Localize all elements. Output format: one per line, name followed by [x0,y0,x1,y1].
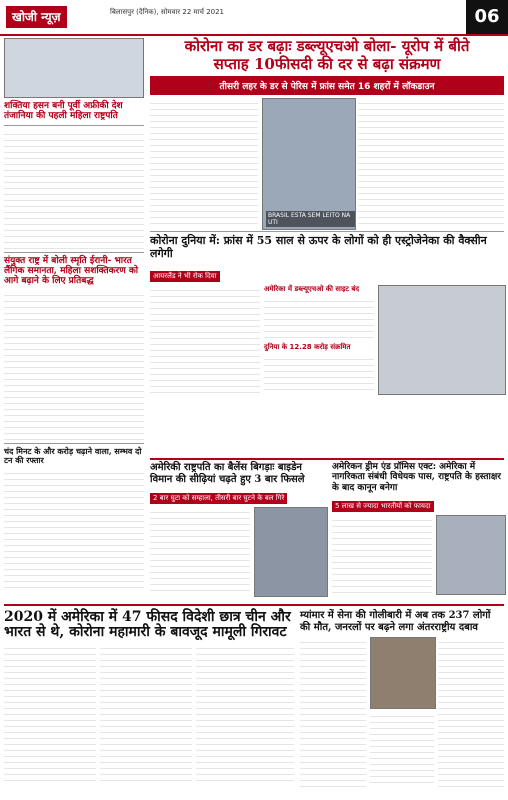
mid-body-b1 [264,296,374,340]
left-body-1 [4,129,144,249]
page-number: 06 [466,0,508,34]
left-head-2: संयुक्त राष्ट्र में बोली स्मृति ईरानी- भारत लैंगिक समानता, महिला सशक्तिकरण को आगे बढ़ाने के लिए प्रतिबद्ध [4,255,139,287]
dream-act-text [332,515,432,593]
photo-caption: BRASIL ESTA SEM LEITO NA UTI [266,211,355,227]
left-body-3 [4,468,144,588]
mid-small-head-2: दुनिया के 12.28 करोड़ संक्रमित [264,343,351,352]
main-subhead: तीसरी लहर के डर से पेरिस में फ्रांस समेत 16 शहरों में लॉकडाउन [150,76,504,95]
main-body-a [150,98,258,228]
main-column [150,38,504,393]
divider [4,443,144,444]
photo-tanzania-president [4,38,144,98]
main-headline-line-1: कोरोना का डर बढ़ाः डब्ल्यूएचओ बोला- यूरोप में बीते [184,37,470,55]
bottom-section [4,604,504,798]
students-text-b [100,643,192,783]
mid-tag: आयरलैंड ने भी रोक दिया [150,271,220,282]
photo-capitol [436,515,506,595]
mid-body-b2 [264,354,374,394]
students-headline: 2020 में अमेरिका में 47 फीसद विदेशी छात्र चीन और भारत से थे, कोरोना महामारी के बावजूद मामूली गिरावट [4,609,291,640]
students-body [4,643,294,783]
main-headline-line-2: सप्ताह 10फीसदी की दर से बढ़ा संक्रमण [213,54,441,73]
biden-headline: अमेरिकी राष्ट्रपति का बैलेंस बिगड़ाः बाइडेन विमान की सीढ़ियां चढ़ते हुए 3 बार फिसले [150,462,305,485]
students-text-c [196,643,294,783]
myanmar-headline: म्यांमार में सेना की गोलीबारी में अब तक 237 लोगों की मौत, जनरलों पर बढ़ने लगा अंतरराष्ट्रीय दबाव [300,610,491,633]
students-story [4,610,294,783]
divider [4,252,144,253]
newspaper-logo: खोजी न्यूज़ [6,6,67,28]
divider [150,231,504,232]
masthead [0,0,508,36]
myanmar-story [300,610,504,787]
left-head-1: शक्तिया हसन बनी पूर्वी अफ्रीकी देश तंजानिया की पहली महिला राष्ट्रपति [4,101,123,122]
mid-small-head-1: अमेरिका में डब्ल्यूएचओ की साइट बंद [264,285,360,294]
left-body-2 [4,290,144,440]
dateline: बिलासपुर (दैनिक), सोमवार 22 मार्च 2021 [110,8,225,16]
mid-headline: कोरोना दुनिया में: फ्रांस में 55 साल से ऊपर के लोगों को ही एस्ट्रोजेनेका की वैक्सीन लगेगी [150,234,487,260]
students-text-a [4,643,96,783]
dream-act-headline: अमेरिकन ड्रीम एंड प्रॉमिस एक्ट: अमेरिका में नागरिकता संबंधी विधेयक पास, राष्ट्रपति के हस्ताक्षर के बाद कानून बनेगा [332,462,501,493]
dream-act-body [332,515,504,593]
main-body-b [358,98,504,228]
mid-tag-wrap [150,263,504,282]
mid-body-a [150,285,260,393]
main-story-block [150,98,504,228]
photo-myanmar [370,637,436,709]
biden-text [150,507,250,595]
myanmar-text-a [300,637,366,787]
dream-act-story [332,462,504,593]
biden-subhead: 2 बार घुटा को सम्हाला, तीसरी बार घुटने के बल गिरे [150,493,287,504]
dream-act-subhead: 5 लाख से ज्यादा भारतीयों को फायदा [332,501,434,512]
biden-body [150,507,326,595]
mid-body-b [264,285,374,393]
mid-story-block [150,285,504,393]
divider [4,125,144,126]
myanmar-text-c [438,637,504,787]
left-head-3: चंद मिनट के और करोड़ चढ़ाने वाला, सम्भव दो टन की रफ्तार [4,445,142,465]
biden-story [150,462,326,595]
left-column [4,38,144,598]
photo-biden-plane [254,507,328,597]
myanmar-text-b [370,711,434,787]
photo-vaccine [378,285,506,395]
myanmar-body [300,637,504,787]
middle-row [150,458,504,602]
photo-brazil-protest [262,98,356,230]
